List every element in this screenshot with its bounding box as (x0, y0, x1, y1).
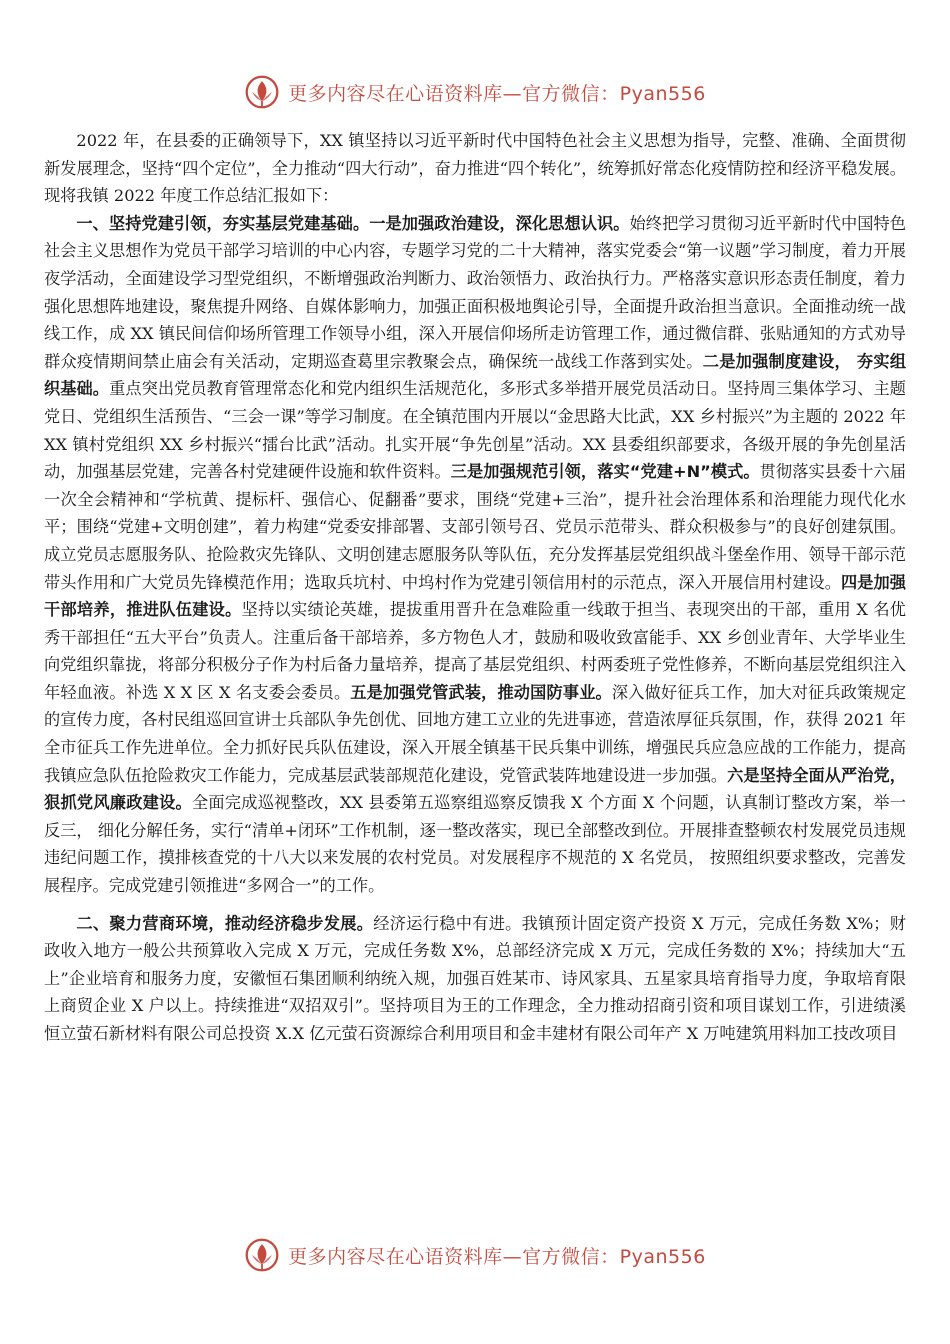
section-1-point-5-text: 深入做好征兵工作，加大对征兵政策规定的宣传力度，各村民组巡回宣讲士兵部队争先创优、回地方建工立业的先进事迹，营造浓厚征兵氛围，作，获得 2021 年全市征兵工作先进单位。全力抓好民兵队伍建设，深入开展全镇基干民兵集中训练，增强民兵应急应战的工作能力，提高我镇应急队伍抢险救灾工作能力，完成基层武装部规范化建设，党管武装阵地建设进一步加强。 (44, 682, 907, 785)
banner-text: 更多内容尽在心语资料库—官方微信：Pyan556 (288, 1245, 706, 1268)
intro-paragraph: 2022 年，在县委的正确领导下，XX 镇坚持以习近平新时代中国特色社会主义思想为指导，完整、准确、全面贯彻新发展理念，坚持“四个定位”，全力推动“四大行动”，奋力推进“四个转化”，统筹抓好常态化疫情防控和经济平稳发展。现将我镇 2022 年度工作总结汇报如下： (44, 131, 906, 206)
banner-text: 更多内容尽在心语资料库—官方微信：Pyan556 (288, 82, 706, 105)
section-1-point-3-heading: 三是加强规范引领，落实“党建+N”模式。 (450, 462, 760, 482)
document-body (44, 127, 906, 1048)
section-1-point-4-text: 坚持以实绩论英雄，提拔重用晋升在急难险重一线敢于担当、表现突出的干部，重用 X 名优秀干部担任“五大平台”负责人。注重后备干部培养，多方物色人才，鼓励和吸收致富能手、XX 乡创业青年、大学毕业生向党组织靠拢，将部分积极分子作为村后备力量培养，提高了基层党组织、村两委班子党性修养，不断向基层党组织注入年轻血液。补选 X X 区 X 名支委会委员。 (44, 600, 906, 702)
section-1-point-6-text: 全面完成巡视整改，XX 县委第五巡察组巡察反馈我 X 个方面 X 个问题，认真制订整改方案，举一反三， 细化分解任务，实行“清单+闭环”工作机制，逐一整改落实，现已全部整改到位。开展排查整顿农村发展党员违规违纪问题工作，摸排核查党的十八大以来发展的农村党员。对发展程序不规范的 X 名党员， 按照组织要求整改，完善发展程序。完成党建引领推进“多网合一”的工作。 (44, 793, 906, 896)
section-1-heading: 一、坚持党建引领，夯实基层党建基础。 (76, 213, 370, 233)
section-1-point-3-text: 贯彻落实县委十六届一次全会精神和“学杭黄、提标杆、强信心、促翻番”要求，围绕“党建+三治”，提升社会治理体系和治理能力现代化水平；围绕“党建+文明创建”，着力构建“党委安排部署、支部引领号召、党员示范带头、群众积极参与”的良好创建氛围。成立党员志愿服务队、抢险救灾先锋队、文明创建志愿服务队等队伍，充分发挥基层党组织战斗堡垒作用、领导干部示范带头作用和广大党员先锋模范作用；选取兵坑村、中坞村作为党建引领信用村的示范点，深入开展信用村建设。 (44, 462, 907, 592)
section-1-point-1-heading: 一是加强政治建设，深化思想认识。 (369, 213, 630, 233)
section-1-point-4-heading: 四是加强干部培养，推进队伍建设。 (44, 572, 906, 620)
section-2-heading: 二、聚力营商环境，推动经济稳步发展。 (76, 913, 374, 933)
section-1-point-2-text: 重点突出党员教育管理常态化和党内组织生活规范化，多形式多举措开展党员活动日。坚持周三集体学习、主题党日、党组织生活预告、“三会一课”等学习制度。在全镇范围内开展以“金思路大比武，XX 乡村振兴”为主题的 2022 年 XX 镇村党组织 XX 乡村振兴“擂台比武”活动。扎实开展“争先创星”活动。XX 县委组织部要求，各级开展的争先创星活动，加强基层党建，完善各村党建硬件设施和软件资料。 (44, 379, 906, 482)
section-2-text: 经济运行稳中有进。我镇预计固定资产投资 X 万元，完成任务数 X%；财政收入地方一般公共预算收入完成 X 万元，完成任务数 X%，总部经济完成 X 万元，完成任务数的 X%；持续加大“五上”企业培育和服务力度，安徽恒石集团顺利纳统入规，加强百姓某市、诗风家具、五星家具培育指导力度，争取培育限上商贸企业 X 户以上。持续推进“双招双引”。坚持项目为王的工作理念，全力推动招商引资和项目谋划工作，引进绩溪恒立萤石新材料有限公司总投资 X.X 亿元萤石资源综合利用项目和金丰建材有限公司年产 X 万吨建筑用料加工技改项目 (44, 913, 906, 1043)
section-1-paragraph (44, 210, 906, 900)
section-1-point-2-heading: 二是加强制度建设， 夯实组织基础。 (44, 351, 907, 399)
lotus-hand-logo (244, 1237, 280, 1273)
section-2-paragraph (44, 910, 906, 1048)
section-1-point-1-text: 始终把学习贯彻习近平新时代中国特色社会主义思想作为党员干部学习培训的中心内容，专题学习党的二十大精神，落实党委会“第一议题”学习制度，着力开展夜学活动，全面建设学习型党组织，不断增强政治判断力、政治领悟力、政治执行力。严格落实意识形态责任制度，着力强化思想阵地建设，聚焦提升网络、自媒体影响力，加强正面积极地舆论引导，全面提升政治担当意识。全面推动统一战线工作，成 XX 镇民间信仰场所管理工作领导小组，深入开展信仰场所走访管理工作，通过微信群、张贴通知的方式劝导群众疫情期间禁止庙会有关活动，定期巡查葛里宗教聚会点，确保统一战线工作落到实处。 (44, 213, 907, 371)
footer-banner (0, 1233, 950, 1277)
section-1-point-6-heading: 六是坚持全面从严治党，狠抓党风廉政建设。 (44, 765, 906, 813)
lotus-hand-logo (244, 74, 280, 110)
section-1-point-5-heading: 五是加强党管武装，推动国防事业。 (350, 682, 612, 702)
header-banner (0, 70, 950, 114)
